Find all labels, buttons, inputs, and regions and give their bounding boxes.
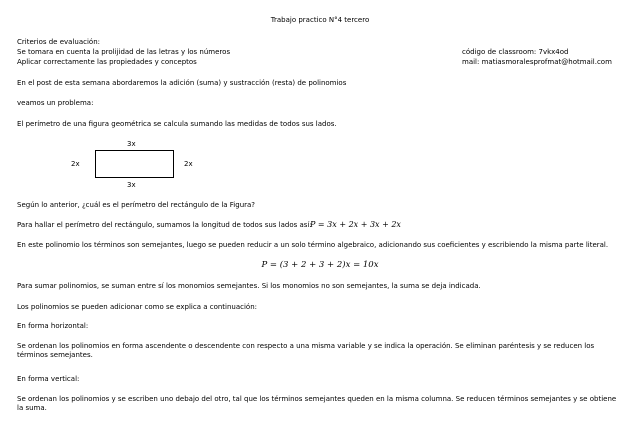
figure-label-top: 3x — [127, 140, 136, 148]
contact-email: mail: matiasmoralesprofmat@hotmail.com — [462, 58, 612, 66]
criteria-heading: Criterios de evaluación: — [17, 38, 100, 46]
criteria-line-1: Se tomara en cuenta la prolijidad de las letras y los números — [17, 48, 231, 56]
vertical-paragraph: Se ordenan los polinomios y se escriben uno debajo del otro, tal que los términos semejantes queden en la misma columna. Se reducen términos semejantes y se obtiene la suma. — [17, 395, 617, 412]
figure-label-right: 2x — [184, 160, 193, 168]
perimeter-equation: P = 3x + 2x + 3x + 2x — [310, 220, 401, 229]
perimeter-definition: El perímetro de una figura geométrica se calcula sumando las medidas de todos sus lados. — [17, 120, 337, 128]
page-title: Trabajo practico N°4 tercero — [270, 16, 370, 24]
result-equation: P = (3 + 2 + 3 + 2)x = 10x — [261, 260, 379, 270]
figure-label-bottom: 3x — [127, 181, 136, 189]
figure-label-left: 2x — [71, 160, 80, 168]
horizontal-paragraph: Se ordenan los polinomios en forma ascendente o descendente con respecto a una misma variable y se indica la operación. Se eliminan paréntesis y se reducen los términos semejantes. — [17, 342, 595, 359]
sum-rule-paragraph: Para sumar polinomios, se suman entre sí los monomios semejantes. Si los monomios no son semejantes, la suma se deja indicada. — [17, 282, 481, 290]
vertical-heading: En forma vertical: — [17, 375, 80, 383]
rectangle-figure — [95, 150, 174, 178]
add-explanation: Los polinomios se pueden adicionar como se explica a continuación: — [17, 303, 258, 311]
similar-terms-paragraph: En este polinomio los términos son semejantes, luego se pueden reducir a un solo término algebraico, adicionando sus coeficientes y escribiendo la misma parte literal. — [17, 241, 609, 249]
intro-paragraph: En el post de esta semana abordaremos la adición (suma) y sustracción (resta) de polinomios — [17, 79, 347, 87]
classroom-code: código de classroom: 7vkx4od — [462, 48, 569, 56]
sum-intro: Para hallar el perímetro del rectángulo, sumamos la longitud de todos sus lados así: — [17, 221, 312, 229]
horizontal-heading: En forma horizontal: — [17, 322, 89, 330]
problem-heading: veamos un problema: — [17, 99, 94, 107]
question-paragraph: Según lo anterior, ¿cuál es el perímetro del rectángulo de la Figura? — [17, 201, 256, 209]
criteria-line-2: Aplicar correctamente las propiedades y conceptos — [17, 58, 197, 66]
